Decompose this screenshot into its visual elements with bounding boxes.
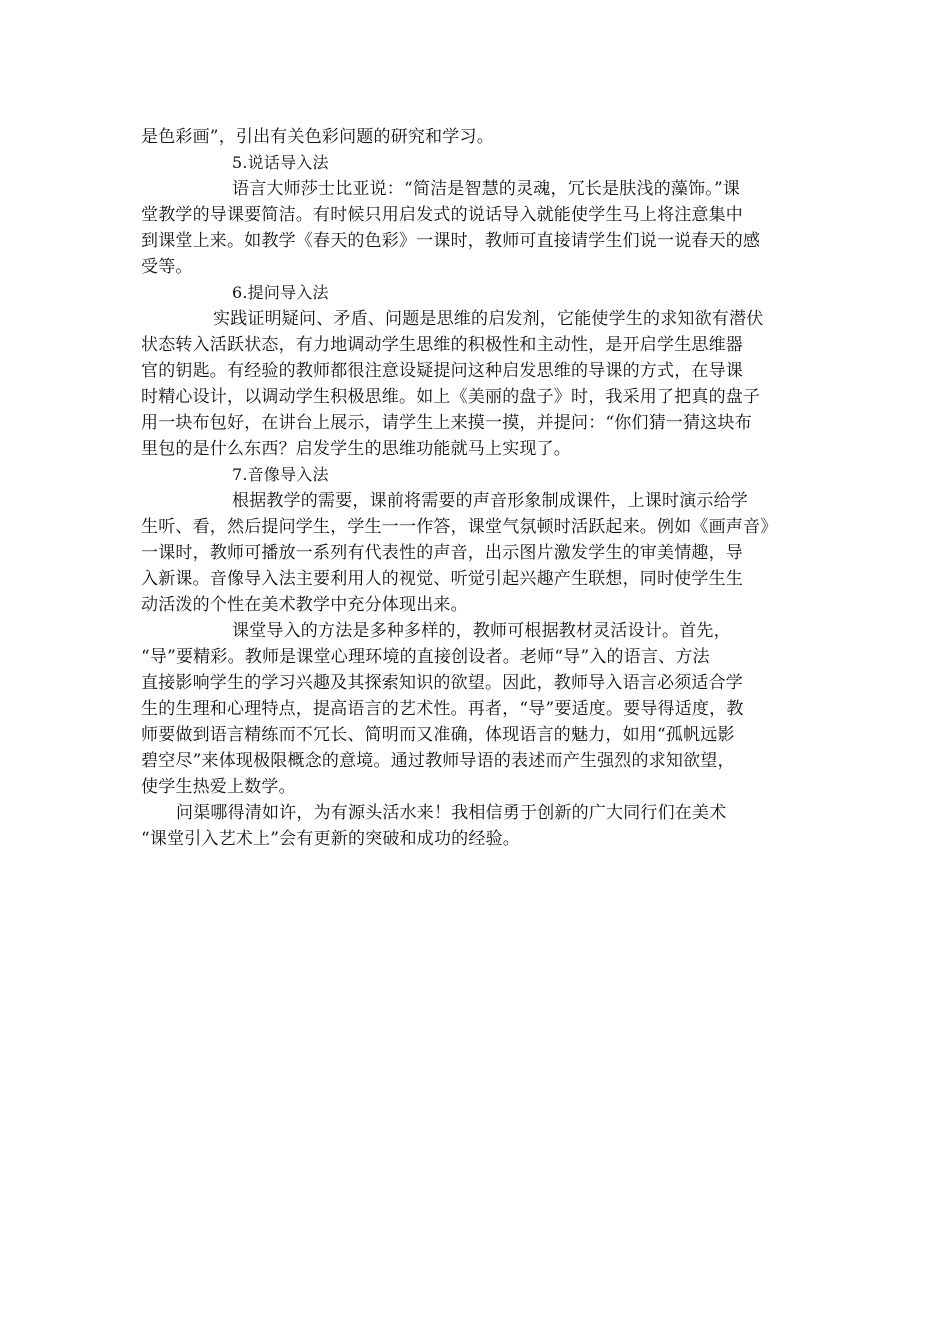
paragraph-line: 动活泼的个性在美术教学中充分体现出来。 <box>141 595 468 615</box>
paragraph-line: 使学生热爱上数学。 <box>141 777 296 797</box>
paragraph-line: 生的生理和心理特点，提高语言的艺术性。再者，“导”要适度。要导得适度，教 <box>141 699 744 719</box>
paragraph-line: 状态转入活跃状态，有力地调动学生思维的积极性和主动性，是开启学生思维器 <box>141 335 743 355</box>
paragraph-line: 语言大师莎士比亚说：“简洁是智慧的灵魂，冗长是肤浅的藻饰。”课 <box>232 179 741 199</box>
paragraph-line: 课堂导入的方法是多种多样的，教师可根据教材灵活设计。首先， <box>232 621 731 641</box>
paragraph-line: 根据教学的需要，课前将需要的声音形象制成课件，上课时演示给学 <box>232 491 748 511</box>
paragraph-line: 师要做到语言精练而不冗长、简明而又准确，体现语言的魅力，如用“孤帆远影 <box>141 725 735 745</box>
paragraph-line: 时精心设计，以调动学生积极思维。如上《美丽的盘子》时，我采用了把真的盘子 <box>141 387 761 407</box>
paragraph-line: 碧空尽”来体现极限概念的意境。通过教师导语的表述而产生强烈的求知欲望， <box>141 751 735 771</box>
paragraph-line: 受等。 <box>141 257 193 277</box>
paragraph-line: 是色彩画”，引出有关色彩问题的研究和学习。 <box>141 127 494 147</box>
paragraph-line: 到课堂上来。如教学《春天的色彩》一课时，教师可直接请学生们说一说春天的感 <box>141 231 761 251</box>
paragraph-line: 用一块布包好，在讲台上展示，请学生上来摸一摸，并提问：“你们猜一猜这块布 <box>141 413 752 433</box>
paragraph-line: 里包的是什么东西？启发学生的思维功能就马上实现了。 <box>141 439 571 459</box>
section-heading: 7.音像导入法 <box>232 465 329 484</box>
paragraph-line: 直接影响学生的学习兴趣及其探索知识的欲望。因此，教师导入语言必须适合学 <box>141 673 743 693</box>
paragraph-line: 生听、看，然后提问学生，学生一一作答，课堂气氛顿时活跃起来。例如《画声音》 <box>141 517 778 537</box>
paragraph-line: 一课时，教师可播放一系列有代表性的声音，出示图片激发学生的审美情趣，导 <box>141 543 743 563</box>
paragraph-line: 问渠哪得清如许，为有源头活水来！我相信勇于创新的广大同行们在美术 <box>176 803 727 823</box>
paragraph-line: “课堂引入艺术上”会有更新的突破和成功的经验。 <box>141 829 520 849</box>
paragraph-line: 实践证明疑问、矛盾、问题是思维的启发剂，它能使学生的求知欲有潜伏 <box>213 309 764 329</box>
paragraph-line: 入新课。音像导入法主要利用人的视觉、听觉引起兴趣产生联想，同时使学生生 <box>141 569 743 589</box>
section-heading: 6.提问导入法 <box>232 283 329 302</box>
paragraph-line: 官的钥匙。有经验的教师都很注意设疑提问这种启发思维的导课的方式，在导课 <box>141 361 743 381</box>
paragraph-line: “导”要精彩。教师是课堂心理环境的直接创设者。老师“导”入的语言、方法 <box>141 647 710 667</box>
paragraph-line: 堂教学的导课要简洁。有时候只用启发式的说话导入就能使学生马上将注意集中 <box>141 205 743 225</box>
section-heading: 5.说话导入法 <box>232 153 329 172</box>
